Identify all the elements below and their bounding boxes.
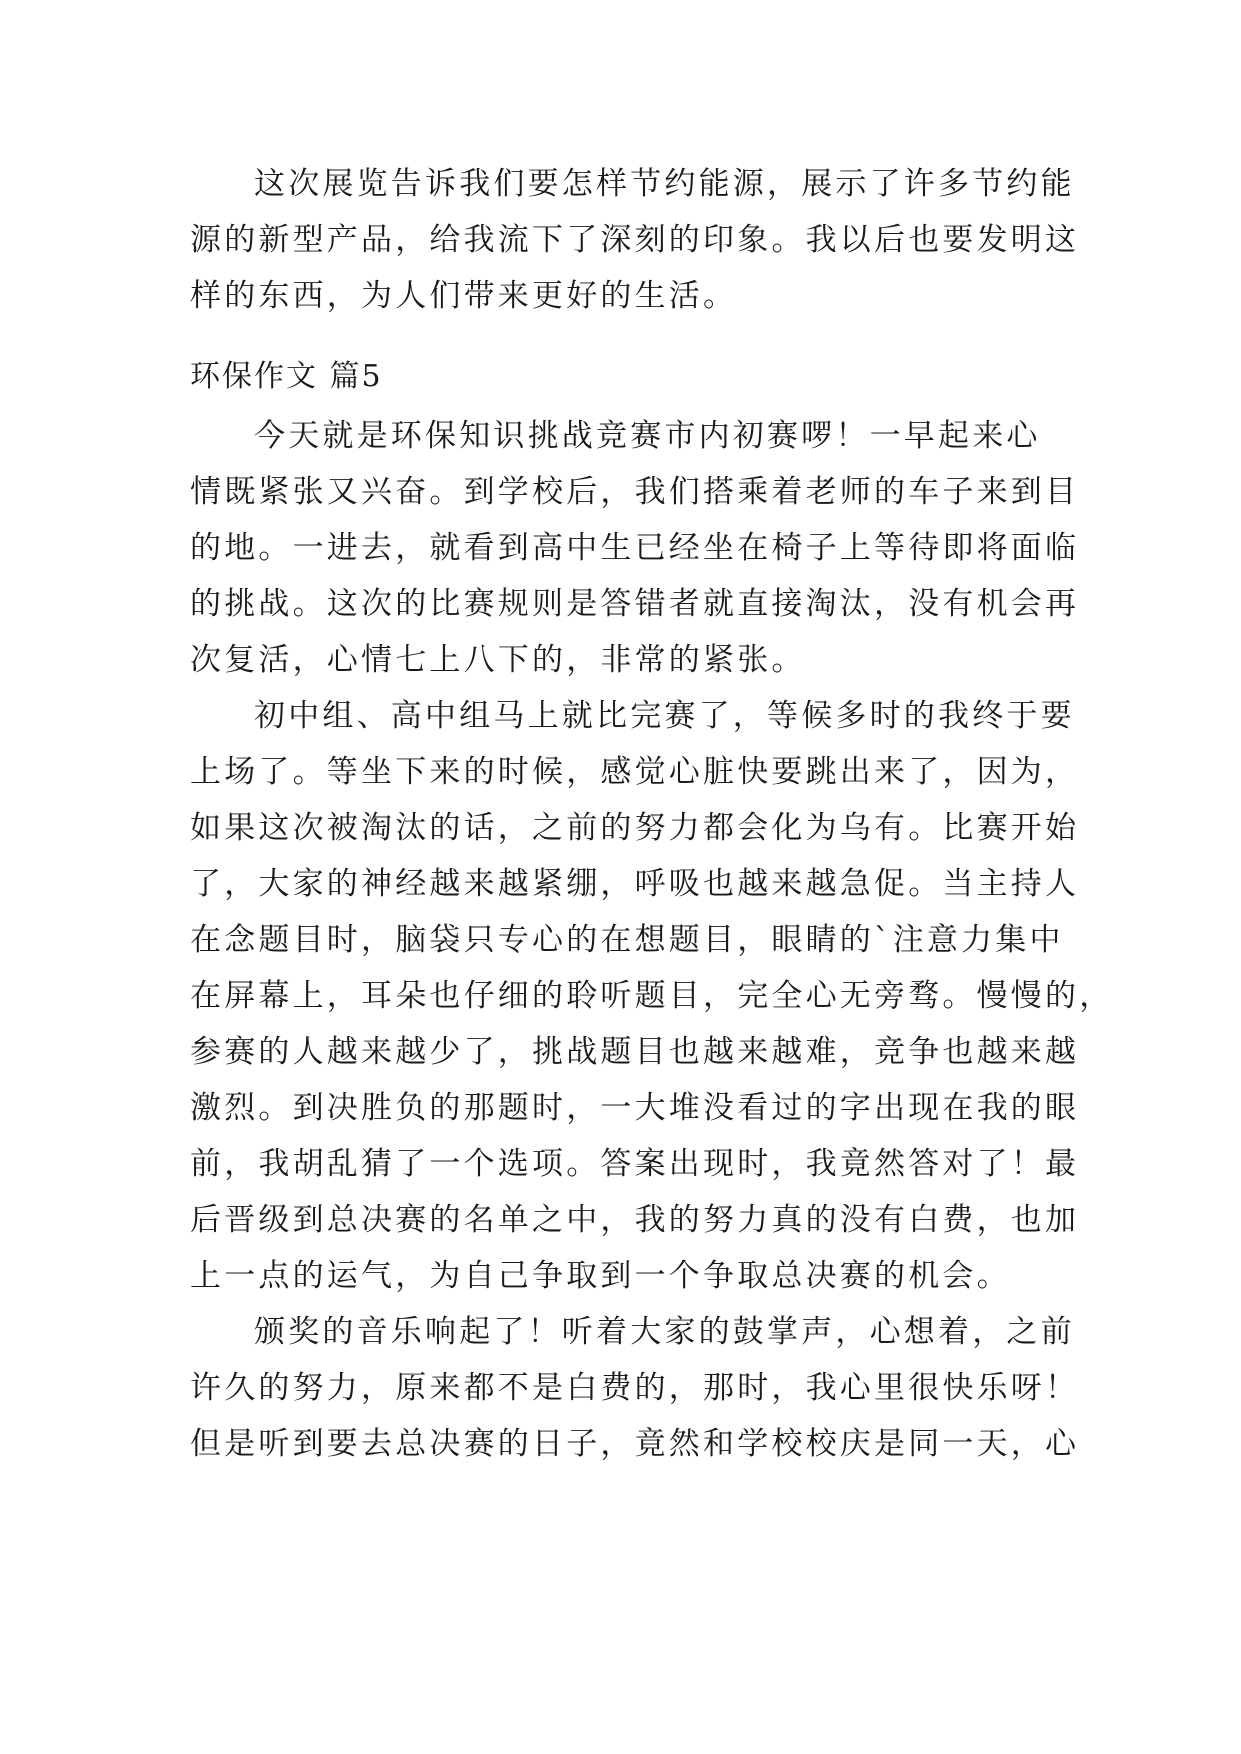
paragraph-line: 了，大家的神经越来越紧绷，呼吸也越来越急促。当主持人: [190, 866, 1080, 902]
paragraph-line: 许久的努力，原来都不是白费的，那时，我心里很快乐呀！: [190, 1370, 1080, 1406]
paragraph-line: 颁奖的音乐响起了！听着大家的鼓掌声，心想着，之前: [254, 1314, 1075, 1350]
paragraph-line: 上一点的运气，为自己争取到一个争取总决赛的机会。: [190, 1258, 1011, 1294]
paragraph-line: 样的东西，为人们带来更好的生活。: [190, 278, 738, 314]
paragraph-line: 在屏幕上，耳朵也仔细的聆听题目，完全心无旁骛。慢慢的，: [190, 978, 1114, 1014]
paragraph-line: 上场了。等坐下来的时候，感觉心脏快要跳出来了，因为，: [190, 754, 1080, 790]
section-heading: 环保作文 篇5: [190, 359, 383, 394]
paragraph-line: 后晋级到总决赛的名单之中，我的努力真的没有白费，也加: [190, 1202, 1080, 1238]
paragraph-line: 这次展览告诉我们要怎样节约能源，展示了许多节约能: [254, 166, 1075, 202]
paragraph-line: 参赛的人越来越少了，挑战题目也越来越难，竞争也越来越: [190, 1034, 1080, 1070]
paragraph-line: 激烈。到决胜负的那题时，一大堆没看过的字出现在我的眼: [190, 1090, 1080, 1126]
paragraph-line: 前，我胡乱猜了一个选项。答案出现时，我竟然答对了！最: [190, 1146, 1080, 1182]
paragraph-line: 源的新型产品，给我流下了深刻的印象。我以后也要发明这: [190, 222, 1080, 258]
paragraph-line: 的挑战。这次的比赛规则是答错者就直接淘汰，没有机会再: [190, 586, 1080, 622]
paragraph-line: 情既紧张又兴奋。到学校后，我们搭乘着老师的车子来到目: [190, 474, 1080, 510]
paragraph-line: 次复活，心情七上八下的，非常的紧张。: [190, 642, 806, 678]
paragraph-line: 在念题目时，脑袋只专心的在想题目，眼睛的`注意力集中: [190, 922, 1064, 958]
paragraph-line: 如果这次被淘汰的话，之前的努力都会化为乌有。比赛开始: [190, 810, 1080, 846]
paragraph-line: 的地。一进去，就看到高中生已经坐在椅子上等待即将面临: [190, 530, 1080, 566]
paragraph-line: 今天就是环保知识挑战竞赛市内初赛啰！一早起来心: [254, 418, 1041, 454]
paragraph-line: 初中组、高中组马上就比完赛了，等候多时的我终于要: [254, 698, 1075, 734]
paragraph-line: 但是听到要去总决赛的日子，竟然和学校校庆是同一天，心: [190, 1426, 1080, 1462]
